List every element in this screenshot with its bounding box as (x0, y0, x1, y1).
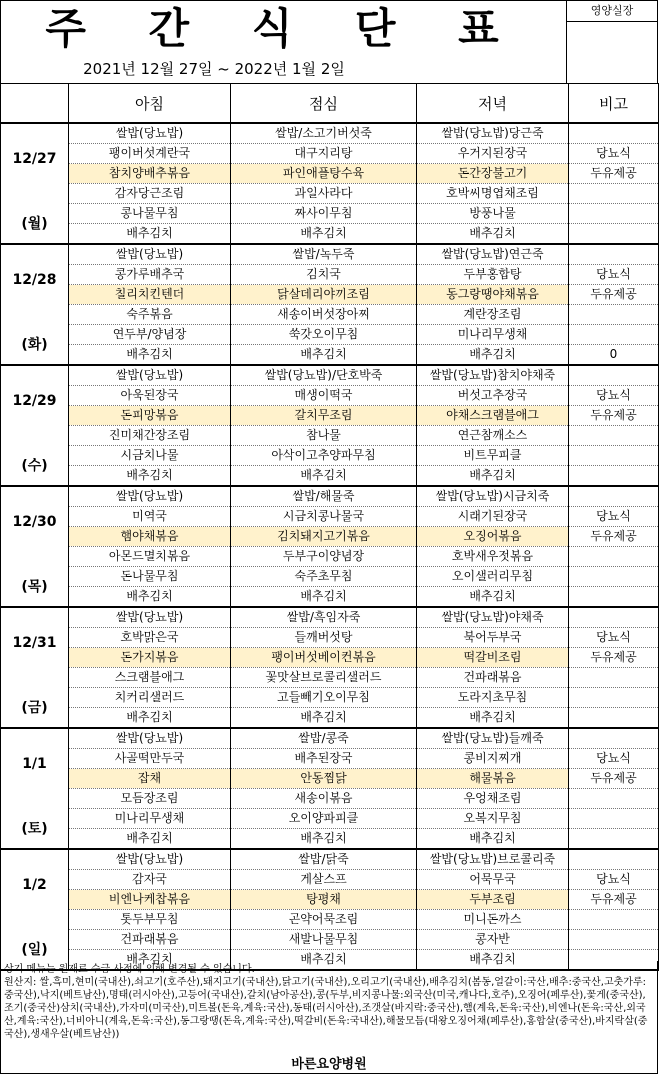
menu-row (1, 486, 659, 507)
dinner-cell: 쌀밥(당뇨밥)참치야채죽 (417, 365, 569, 386)
breakfast-cell: 미나리무생채 (69, 809, 231, 829)
day-cell (1, 123, 69, 244)
breakfast-cell: 사골떡만두국 (69, 749, 231, 769)
day-weekday: (월) (21, 216, 48, 232)
dinner-cell: 비트무피클 (417, 446, 569, 466)
lunch-cell: 곤약어묵조림 (231, 910, 417, 930)
breakfast-cell: 연두부/양념장 (69, 325, 231, 345)
lunch-cell: 안동찜닭 (231, 769, 417, 789)
lunch-cell: 쌀밥/녹두죽 (231, 244, 417, 265)
lunch-cell: 쌀밥/콩죽 (231, 728, 417, 749)
breakfast-cell: 팽이버섯계란국 (69, 144, 231, 164)
lunch-cell: 배추김치 (231, 950, 417, 971)
breakfast-cell: 콩나물무침 (69, 204, 231, 224)
breakfast-cell: 톳두부무침 (69, 910, 231, 930)
breakfast-cell: 스크램블애그 (69, 668, 231, 688)
dinner-cell: 방풍나물 (417, 204, 569, 224)
day-weekday: (금) (21, 700, 48, 716)
dinner-cell: 북어두부국 (417, 628, 569, 648)
dinner-cell: 야채스크램블애그 (417, 406, 569, 426)
dinner-cell: 배추김치 (417, 345, 569, 366)
breakfast-cell: 쌀밥(당뇨밥) (69, 365, 231, 386)
day-weekday: (일) (21, 942, 48, 958)
lunch-cell: 숙주초무침 (231, 567, 417, 587)
day-date: 12/30 (12, 514, 57, 530)
day-cell (1, 486, 69, 607)
breakfast-cell: 돈나물무침 (69, 567, 231, 587)
breakfast-cell: 칠리치킨텐더 (69, 285, 231, 305)
menu-row (1, 265, 659, 285)
day-cell (1, 365, 69, 486)
dinner-cell: 쌀밥(당뇨밥)시금치죽 (417, 486, 569, 507)
breakfast-cell: 모듬장조림 (69, 789, 231, 809)
dinner-cell: 오복지무침 (417, 809, 569, 829)
menu-row (1, 749, 659, 769)
dinner-cell: 건파래볶음 (417, 668, 569, 688)
dinner-cell: 어묵무국 (417, 870, 569, 890)
column-header-note: 비고 (569, 84, 659, 124)
menu-row (1, 648, 659, 668)
breakfast-cell: 콩가루배추국 (69, 265, 231, 285)
column-header-lunch: 점심 (231, 84, 417, 124)
breakfast-cell: 숙주볶음 (69, 305, 231, 325)
note-cell (569, 224, 659, 245)
menu-body (1, 123, 659, 970)
dinner-cell: 쌀밥(당뇨밥)야채죽 (417, 607, 569, 628)
note-cell: 두유제공 (569, 648, 659, 668)
day-cell (1, 244, 69, 365)
menu-row (1, 365, 659, 386)
note-cell (569, 607, 659, 628)
lunch-cell: 시금치콩나물국 (231, 507, 417, 527)
menu-row (1, 890, 659, 910)
note-cell (569, 325, 659, 345)
lunch-cell: 꽃맛살브로콜리샐러드 (231, 668, 417, 688)
breakfast-cell: 햄야채볶음 (69, 527, 231, 547)
dinner-cell: 두부홍합탕 (417, 265, 569, 285)
breakfast-cell: 배추김치 (69, 708, 231, 729)
menu-row (1, 849, 659, 870)
lunch-cell: 쌀밥/해물죽 (231, 486, 417, 507)
note-cell (569, 305, 659, 325)
breakfast-cell: 배추김치 (69, 345, 231, 366)
note-cell: 두유제공 (569, 527, 659, 547)
note-cell: 당뇨식 (569, 628, 659, 648)
lunch-cell: 탕평채 (231, 890, 417, 910)
dinner-cell: 미니돈까스 (417, 910, 569, 930)
note-cell (569, 849, 659, 870)
dinner-cell: 배추김치 (417, 829, 569, 850)
breakfast-cell: 호박맑은국 (69, 628, 231, 648)
breakfast-cell: 배추김치 (69, 224, 231, 245)
lunch-cell: 김치돼지고기볶음 (231, 527, 417, 547)
menu-row (1, 870, 659, 890)
menu-row (1, 910, 659, 930)
lunch-cell: 쌀밥(당뇨밥)/단호박죽 (231, 365, 417, 386)
day-cell (1, 849, 69, 970)
dinner-cell: 오징어볶음 (417, 527, 569, 547)
note-cell (569, 446, 659, 466)
day-header (1, 84, 69, 124)
lunch-cell: 오이양파피클 (231, 809, 417, 829)
lunch-cell: 참나물 (231, 426, 417, 446)
lunch-cell: 대구지리탕 (231, 144, 417, 164)
dinner-cell: 배추김치 (417, 950, 569, 971)
menu-row (1, 285, 659, 305)
dinner-cell: 버섯고추장국 (417, 386, 569, 406)
menu-row (1, 708, 659, 729)
lunch-cell: 과일사라다 (231, 184, 417, 204)
dinner-cell: 떡갈비조림 (417, 648, 569, 668)
lunch-cell: 배추김치 (231, 829, 417, 850)
breakfast-cell: 시금치나물 (69, 446, 231, 466)
day-weekday: (목) (21, 579, 48, 595)
dinner-cell: 배추김치 (417, 708, 569, 729)
signature-label: 영양실장 (567, 1, 657, 22)
dinner-cell: 우엉채조림 (417, 789, 569, 809)
menu-row (1, 244, 659, 265)
dinner-cell: 콩비지찌개 (417, 749, 569, 769)
day-weekday: (화) (21, 337, 48, 353)
menu-row (1, 628, 659, 648)
breakfast-cell: 배추김치 (69, 587, 231, 608)
note-cell (569, 123, 659, 144)
note-cell (569, 708, 659, 729)
day-date: 12/28 (12, 272, 57, 288)
breakfast-cell: 쌀밥(당뇨밥) (69, 123, 231, 144)
note-cell: 당뇨식 (569, 265, 659, 285)
note-cell: 당뇨식 (569, 386, 659, 406)
lunch-cell: 쌀밥/흑임자죽 (231, 607, 417, 628)
breakfast-cell: 돈가지볶음 (69, 648, 231, 668)
lunch-cell: 배추김치 (231, 345, 417, 366)
dinner-cell: 동그랑땡야채볶음 (417, 285, 569, 305)
lunch-cell: 쌀밥/소고기버섯죽 (231, 123, 417, 144)
lunch-cell: 들깨버섯탕 (231, 628, 417, 648)
lunch-cell: 새송이볶음 (231, 789, 417, 809)
menu-row (1, 386, 659, 406)
breakfast-cell: 쌀밥(당뇨밥) (69, 486, 231, 507)
lunch-cell: 김치국 (231, 265, 417, 285)
menu-row (1, 446, 659, 466)
day-date: 1/1 (22, 756, 47, 772)
breakfast-cell: 참치양배추볶음 (69, 164, 231, 184)
day-weekday: (수) (21, 458, 48, 474)
footer (0, 961, 658, 1074)
note-cell (569, 365, 659, 386)
breakfast-cell: 잡채 (69, 769, 231, 789)
menu-row (1, 527, 659, 547)
breakfast-cell: 진미채간장조림 (69, 426, 231, 446)
note-cell (569, 486, 659, 507)
day-cell (1, 607, 69, 728)
lunch-cell: 쌀밥/닭죽 (231, 849, 417, 870)
menu-row (1, 144, 659, 164)
dinner-cell: 계란장조림 (417, 305, 569, 325)
breakfast-cell: 배추김치 (69, 466, 231, 487)
breakfast-cell: 돈피망볶음 (69, 406, 231, 426)
menu-row (1, 123, 659, 144)
breakfast-cell: 감자국 (69, 870, 231, 890)
note-cell: 두유제공 (569, 164, 659, 184)
menu-row (1, 466, 659, 487)
lunch-cell: 새송이버섯장아찌 (231, 305, 417, 325)
menu-row (1, 769, 659, 789)
day-date: 1/2 (22, 877, 47, 893)
menu-row (1, 829, 659, 850)
dinner-cell: 시래기된장국 (417, 507, 569, 527)
note-cell (569, 184, 659, 204)
breakfast-cell: 아몬드멸치볶음 (69, 547, 231, 567)
note-cell (569, 466, 659, 487)
lunch-cell: 배추된장국 (231, 749, 417, 769)
menu-period: 2021년 12월 27일 ~ 2022년 1월 2일 (83, 60, 345, 78)
note-cell (569, 244, 659, 265)
lunch-cell: 쑥갓오이무침 (231, 325, 417, 345)
menu-row (1, 305, 659, 325)
note-cell (569, 426, 659, 446)
breakfast-cell: 비엔나케찹볶음 (69, 890, 231, 910)
menu-row (1, 567, 659, 587)
breakfast-cell: 치커리샐러드 (69, 688, 231, 708)
note-cell (569, 728, 659, 749)
signature-box (566, 0, 658, 84)
breakfast-cell: 쌀밥(당뇨밥) (69, 244, 231, 265)
origin-info: 원산지: 쌀,흑미,현미(국내산),쇠고기(호주산),돼지고기(국내산),닭고기(국내산),오리고기(국내산),배추김치(봄동,얼갈이:국산,배추:중국산,고춧가루:중국산),낙지(베트남산),명태(러시아산),고등어(국내산),갈치(남아공산),콩(두부,비지콩나물:외국산(미국,캐나다,호주),오징어(페루산),꽃게(중국산),조기(중국산)삼치(국내산),가자미(미국산),미트볼(돈육,계육:국산),동태(러시아산),조갯살(바지락:중국산),햄(계육,돈육:국산),비엔나(돈육:국산,외국산,계육:국산),너비아니(계육,돈육:국산),동그랑땡(돈육,계육:국산),떡갈비(돈육:국내산),해물모듬(대왕오징어채(페루산),홍합살(중국산),바지락살(중국산),생새우살(베트남산)) (4, 977, 648, 1040)
day-date: 12/29 (12, 393, 57, 409)
menu-row (1, 224, 659, 245)
dinner-cell: 호박씨명엽채조림 (417, 184, 569, 204)
dinner-cell: 콩자반 (417, 930, 569, 950)
note-cell (569, 789, 659, 809)
dinner-cell: 두부조림 (417, 890, 569, 910)
note-cell (569, 910, 659, 930)
lunch-cell: 짜사이무침 (231, 204, 417, 224)
menu-row (1, 789, 659, 809)
dinner-cell: 돈간장불고기 (417, 164, 569, 184)
menu-row (1, 426, 659, 446)
note-cell: 두유제공 (569, 890, 659, 910)
day-date: 12/31 (12, 635, 57, 651)
menu-row (1, 345, 659, 366)
dinner-cell: 도라지초무침 (417, 688, 569, 708)
note-cell (569, 547, 659, 567)
footer-notice: 상기 메뉴는 원재료 수급 사정에 의해 변경될 수 있습니다. (4, 964, 255, 975)
note-cell: 0 (569, 345, 659, 366)
lunch-cell: 갈치무조림 (231, 406, 417, 426)
lunch-cell: 배추김치 (231, 708, 417, 729)
note-cell: 두유제공 (569, 406, 659, 426)
menu-row (1, 607, 659, 628)
menu-row (1, 668, 659, 688)
lunch-cell: 두부구이양념장 (231, 547, 417, 567)
breakfast-cell: 아욱된장국 (69, 386, 231, 406)
menu-row (1, 507, 659, 527)
dinner-cell: 미나리무생채 (417, 325, 569, 345)
lunch-cell: 닭살데리야끼조림 (231, 285, 417, 305)
breakfast-cell: 건파래볶음 (69, 930, 231, 950)
breakfast-cell: 쌀밥(당뇨밥) (69, 607, 231, 628)
dinner-cell: 배추김치 (417, 587, 569, 608)
note-cell (569, 809, 659, 829)
menu-row (1, 406, 659, 426)
lunch-cell: 고들빼기오이무침 (231, 688, 417, 708)
day-date: 12/27 (12, 151, 57, 167)
lunch-cell: 게살스프 (231, 870, 417, 890)
breakfast-cell: 배추김치 (69, 950, 231, 971)
dinner-cell: 호박새우젓볶음 (417, 547, 569, 567)
dinner-cell: 해물볶음 (417, 769, 569, 789)
dinner-cell: 쌀밥(당뇨밥)들깨죽 (417, 728, 569, 749)
dinner-cell: 배추김치 (417, 466, 569, 487)
lunch-cell: 매생이떡국 (231, 386, 417, 406)
day-cell (1, 728, 69, 849)
note-cell: 당뇨식 (569, 144, 659, 164)
day-weekday: (토) (21, 821, 48, 837)
table-header-row (1, 84, 659, 124)
lunch-cell: 배추김치 (231, 466, 417, 487)
note-cell (569, 204, 659, 224)
menu-row (1, 164, 659, 184)
menu-row (1, 325, 659, 345)
lunch-cell: 아삭이고추양파무침 (231, 446, 417, 466)
lunch-cell: 팽이버섯베이컨볶음 (231, 648, 417, 668)
menu-row (1, 728, 659, 749)
dinner-cell: 쌀밥(당뇨밥)당근죽 (417, 123, 569, 144)
lunch-cell: 배추김치 (231, 224, 417, 245)
note-cell: 당뇨식 (569, 749, 659, 769)
note-cell: 당뇨식 (569, 507, 659, 527)
title-area (0, 0, 566, 84)
note-cell: 두유제공 (569, 769, 659, 789)
note-cell (569, 668, 659, 688)
breakfast-cell: 쌀밥(당뇨밥) (69, 728, 231, 749)
menu-row (1, 547, 659, 567)
breakfast-cell: 감자당근조림 (69, 184, 231, 204)
lunch-cell: 파인애플탕수육 (231, 164, 417, 184)
page-title: 주 간 식 단 표 (45, 4, 523, 53)
note-cell (569, 829, 659, 850)
dinner-cell: 오이샐러리무침 (417, 567, 569, 587)
note-cell (569, 567, 659, 587)
menu-row (1, 809, 659, 829)
lunch-cell: 배추김치 (231, 587, 417, 608)
note-cell (569, 930, 659, 950)
breakfast-cell: 미역국 (69, 507, 231, 527)
menu-row (1, 204, 659, 224)
breakfast-cell: 쌀밥(당뇨밥) (69, 849, 231, 870)
note-cell: 당뇨식 (569, 870, 659, 890)
weekly-menu-table (0, 83, 659, 971)
dinner-cell: 쌀밥(당뇨밥)연근죽 (417, 244, 569, 265)
dinner-cell: 배추김치 (417, 224, 569, 245)
column-header-breakfast: 아침 (69, 84, 231, 124)
column-header-dinner: 저녁 (417, 84, 569, 124)
menu-row (1, 930, 659, 950)
note-cell (569, 587, 659, 608)
note-cell (569, 688, 659, 708)
hospital-name: 바른요양병원 (291, 1057, 367, 1072)
dinner-cell: 우거지된장국 (417, 144, 569, 164)
dinner-cell: 쌀밥(당뇨밥)브로콜리죽 (417, 849, 569, 870)
breakfast-cell: 배추김치 (69, 829, 231, 850)
note-cell: 두유제공 (569, 285, 659, 305)
lunch-cell: 새발나물무침 (231, 930, 417, 950)
menu-row (1, 184, 659, 204)
dinner-cell: 연근참깨소스 (417, 426, 569, 446)
menu-row (1, 587, 659, 608)
menu-row (1, 688, 659, 708)
